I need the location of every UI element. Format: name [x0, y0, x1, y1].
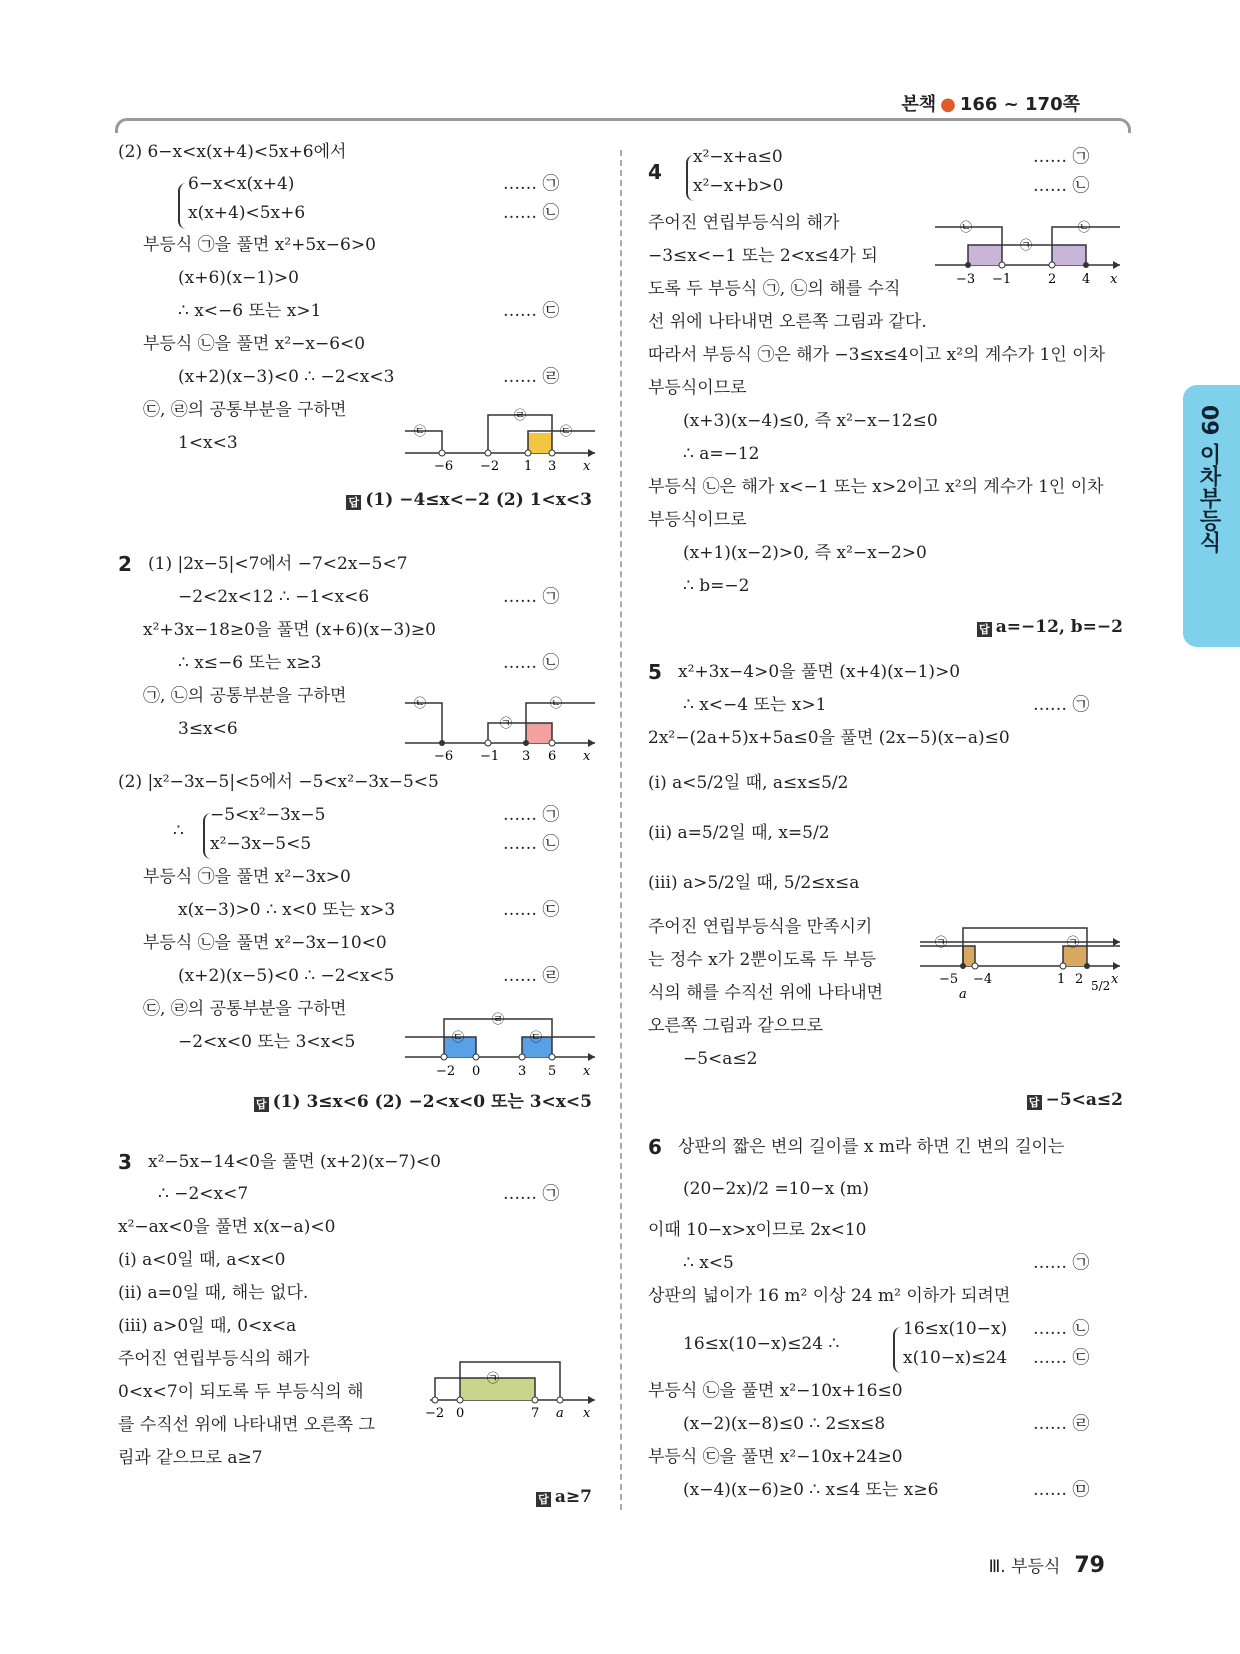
solution-line: …… ㉢ — [503, 900, 560, 920]
solution-line: (ⅰ) a<5/2일 때, a≤x≤5/2 — [648, 773, 849, 793]
tick-label: x — [583, 749, 591, 763]
solution-line: 상판의 짧은 변의 길이를 x m라 하면 긴 변의 길이는 — [678, 1137, 1065, 1157]
solution-line: (2) |x²−3x−5|<5에서 −5<x²−3x−5<5 — [118, 772, 439, 792]
solution-line: 이때 10−x>x이므로 2x<10 — [648, 1220, 867, 1240]
solution-line: −2<2x<12 ∴ −1<x<6 — [178, 587, 370, 607]
solution-line: (ⅲ) a>0일 때, 0<x<a — [118, 1316, 297, 1336]
solution-line: 부등식 ㉡은 해가 x<−1 또는 x>2이고 x²의 계수가 1인 이차 — [648, 477, 1104, 497]
section-label: Ⅲ. 부등식 — [988, 1557, 1061, 1577]
solution-line: 부등식 ㉢을 풀면 x²−10x+24≥0 — [648, 1447, 903, 1467]
solution-line: x²+3x−18≥0을 풀면 (x+6)(x−3)≥0 — [143, 620, 436, 640]
solution-line: …… ㉣ — [503, 966, 560, 986]
solution-line: …… ㉡ — [1033, 1319, 1090, 1339]
tick-label: 2 — [1075, 972, 1084, 987]
solution-line: x²−x+b>0 — [693, 176, 784, 196]
solution-line: x(x−3)>0 ∴ x<0 또는 x>3 — [178, 900, 396, 920]
solution-line: …… ㉢ — [503, 301, 560, 321]
region-label: ㉢ — [530, 1030, 543, 1044]
solution-line: ∴ — [173, 821, 184, 841]
solution-line: 오른쪽 그림과 같으므로 — [648, 1016, 824, 1036]
solution-line: …… ㉠ — [1033, 147, 1090, 167]
answer-mark-icon: 답 — [346, 495, 361, 510]
region-label: ㉡ — [414, 696, 427, 710]
solution-line: x²+3x−4>0을 풀면 (x+4)(x−1)>0 — [678, 662, 961, 682]
solution-line: x²−x+a≤0 — [693, 147, 783, 167]
solution-line: ∴ −2<x<7 — [158, 1184, 249, 1204]
brace — [686, 155, 694, 201]
tick-label: −6 — [434, 459, 454, 474]
solution-line: ∴ x<−4 또는 x>1 — [683, 695, 827, 715]
page-number: 79 — [1074, 1553, 1105, 1578]
answer-5 — [1027, 1090, 1123, 1110]
answer-4 — [977, 617, 1123, 637]
problem-number: 3 — [118, 1150, 132, 1174]
tick-label: 7 — [531, 1406, 540, 1421]
tick-label: 3 — [518, 1064, 527, 1079]
tick-label: x — [583, 459, 591, 474]
solution-line: …… ㉣ — [503, 367, 560, 387]
solution-line: (ⅱ) a=0일 때, 해는 없다. — [118, 1283, 309, 1303]
answer-2 — [254, 1087, 592, 1112]
tick-label: 6 — [548, 749, 557, 763]
number-line-d3 — [425, 1352, 600, 1422]
solution-line: …… ㉡ — [1033, 176, 1090, 196]
region-label: ㉠ — [935, 935, 948, 949]
solution-line: 주어진 연립부등식을 만족시키 — [648, 917, 873, 937]
tick-label: −5 — [939, 972, 959, 987]
solution-line: 선 위에 나타내면 오른쪽 그림과 같다. — [648, 312, 927, 332]
tick-label: −2 — [436, 1064, 456, 1079]
tick-label: 5/2 — [1091, 979, 1111, 993]
solution-line: x²−5x−14<0을 풀면 (x+2)(x−7)<0 — [148, 1152, 441, 1172]
solution-line: ㉢, ㉣의 공통부분을 구하면 — [143, 999, 347, 1019]
solution-line: 따라서 부등식 ㉠은 해가 −3≤x≤4이고 x²의 계수가 1인 이차 — [648, 345, 1105, 365]
tick-label: a — [959, 987, 967, 1002]
solution-line: 16≤x(10−x) — [903, 1319, 1008, 1339]
tick-label: −4 — [973, 972, 993, 987]
answer-mark-icon: 답 — [254, 1097, 269, 1112]
tick-label: −2 — [480, 459, 500, 474]
solution-line: 부등식 ㉡을 풀면 x²−10x+16≤0 — [648, 1381, 903, 1401]
solution-line: ㉠, ㉡의 공통부분을 구하면 — [143, 686, 347, 706]
problem-number: 4 — [648, 160, 662, 184]
answer-text: −5<a≤2 — [1045, 1090, 1123, 1110]
solution-line: −5<x²−3x−5 — [210, 805, 326, 825]
solution-line: 도록 두 부등식 ㉠, ㉡의 해를 수직 — [648, 279, 901, 299]
tick-label: 0 — [472, 1064, 481, 1079]
solution-line: (ⅰ) a<0일 때, a<x<0 — [118, 1250, 286, 1270]
answer-text: (1) 3≤x<6 (2) −2<x<0 또는 3<x<5 — [272, 1092, 592, 1112]
chapter-tab-label: 09 이차부등식 — [1196, 405, 1221, 554]
brace — [203, 813, 211, 859]
solution-line: 부등식이므로 — [648, 378, 747, 398]
solution-line: x²−3x−5<5 — [210, 834, 312, 854]
solution-line: (x+3)(x−4)≤0, 즉 x²−x−12≤0 — [683, 411, 938, 431]
solution-line: …… ㉠ — [503, 805, 560, 825]
book-label: 본책 — [901, 94, 937, 115]
solution-line: (x+2)(x−3)<0 ∴ −2<x<3 — [178, 367, 395, 387]
region-label: ㉡ — [550, 696, 563, 710]
solution-line: …… ㉠ — [1033, 695, 1090, 715]
solution-line: 를 수직선 위에 나타내면 오른쪽 그 — [118, 1415, 375, 1435]
problem-number: 5 — [648, 660, 662, 684]
page-footer — [989, 1552, 1105, 1578]
solution-line: ㉢, ㉣의 공통부분을 구하면 — [143, 400, 347, 420]
number-line-d4 — [930, 213, 1125, 288]
solution-line: …… ㉡ — [503, 203, 560, 223]
answer-text: (1) −4≤x<−2 (2) 1<x<3 — [365, 490, 592, 510]
solution-line: 주어진 연립부등식의 해가 — [118, 1349, 310, 1369]
solution-line: …… ㉣ — [1033, 1414, 1090, 1434]
solution-line: (x+6)(x−1)>0 — [178, 268, 299, 288]
column-divider — [620, 150, 622, 1510]
answer-mark-icon: 답 — [536, 1492, 551, 1507]
region-label: ㉠ — [1067, 935, 1080, 949]
solution-line: (ⅲ) a>5/2일 때, 5/2≤x≤a — [648, 873, 860, 893]
answer-mark-icon: 답 — [1027, 1095, 1042, 1110]
solution-line: …… ㉡ — [503, 653, 560, 673]
solution-line: 상판의 넓이가 16 m² 이상 24 m² 이하가 되려면 — [648, 1286, 1011, 1306]
brace — [893, 1327, 901, 1373]
solution-line: 3≤x<6 — [178, 719, 238, 739]
region-label: ㉠ — [1020, 238, 1033, 252]
region-label: ㉢ — [452, 1030, 465, 1044]
solution-line: 식의 해를 수직선 위에 나타내면 — [648, 983, 884, 1003]
tick-label: −3 — [956, 272, 976, 287]
solution-line: 는 정수 x가 2뿐이도록 두 부등 — [648, 950, 877, 970]
solution-line: −3≤x<−1 또는 2<x≤4가 되 — [648, 246, 878, 266]
region-label: ㉡ — [1078, 220, 1091, 234]
tick-label: −2 — [425, 1406, 445, 1421]
region-label: ㉡ — [960, 220, 973, 234]
solution-line: (20−2x)/2 =10−x (m) — [683, 1179, 869, 1199]
tick-label: −1 — [992, 272, 1012, 287]
tick-label: x — [583, 1406, 591, 1421]
tick-label: 1 — [524, 459, 533, 474]
number-line-d5 — [915, 918, 1125, 1008]
solution-line: …… ㉢ — [1033, 1348, 1090, 1368]
number-line-d2b — [400, 1007, 600, 1079]
solution-line: 부등식 ㉠을 풀면 x²−3x>0 — [143, 867, 351, 887]
solution-line: 림과 같으므로 a≥7 — [118, 1448, 263, 1468]
solution-line: …… ㉠ — [503, 587, 560, 607]
solution-line: 주어진 연립부등식의 해가 — [648, 213, 840, 233]
brace — [178, 183, 186, 229]
problem-number: 2 — [118, 552, 132, 576]
tick-label: 5 — [548, 1064, 557, 1079]
solution-line: (x−4)(x−6)≥0 ∴ x≤4 또는 x≥6 — [683, 1480, 939, 1500]
bullet-icon: ● — [940, 94, 956, 115]
solution-line: x²−ax<0을 풀면 x(x−a)<0 — [118, 1217, 336, 1237]
answer-mark-icon: 답 — [977, 622, 992, 637]
solution-line: ∴ b=−2 — [683, 576, 750, 596]
tick-label: a — [556, 1406, 564, 1421]
tick-label: 2 — [1048, 272, 1057, 287]
number-line-d1 — [400, 405, 600, 475]
solution-line: 부등식 ㉡을 풀면 x²−x−6<0 — [143, 334, 366, 354]
answer-1 — [346, 490, 592, 510]
region-label: ㉣ — [514, 408, 527, 422]
solution-line: 16≤x(10−x)≤24 ∴ — [683, 1334, 840, 1354]
solution-line: ∴ x≤−6 또는 x≥3 — [178, 653, 322, 673]
region-label: ㉢ — [414, 424, 427, 438]
tick-label: x — [1110, 272, 1118, 287]
number-line-d2a — [400, 693, 600, 763]
tick-label: −1 — [480, 749, 500, 763]
solution-line: …… ㉤ — [1033, 1480, 1090, 1500]
tick-label: 0 — [456, 1406, 465, 1421]
page-range: 166 ~ 170쪽 — [959, 94, 1080, 115]
tick-label: 4 — [1082, 272, 1091, 287]
region-label: ㉢ — [560, 424, 573, 438]
solution-line: (ⅱ) a=5/2일 때, x=5/2 — [648, 823, 830, 843]
solution-line: …… ㉠ — [503, 174, 560, 194]
solution-line: 부등식이므로 — [648, 510, 747, 530]
solution-line: 2x²−(2a+5)x+5a≤0을 풀면 (2x−5)(x−a)≤0 — [648, 728, 1010, 748]
region-label: ㉣ — [492, 1012, 505, 1026]
solution-line: (2) 6−x<x(x+4)<5x+6에서 — [118, 142, 347, 162]
solution-line: …… ㉠ — [1033, 1253, 1090, 1273]
tick-label: x — [1111, 972, 1119, 987]
solution-line: (x+2)(x−5)<0 ∴ −2<x<5 — [178, 966, 395, 986]
solution-line: −5<a≤2 — [683, 1049, 758, 1069]
tick-label: 3 — [548, 459, 557, 474]
solution-line: (x−2)(x−8)≤0 ∴ 2≤x≤8 — [683, 1414, 886, 1434]
solution-line: (x+1)(x−2)>0, 즉 x²−x−2>0 — [683, 543, 927, 563]
tick-label: 1 — [1057, 972, 1066, 987]
region-label: ㉠ — [500, 716, 513, 730]
answer-3 — [536, 1487, 592, 1507]
solution-line: 6−x<x(x+4) — [188, 174, 295, 194]
solution-line: −2<x<0 또는 3<x<5 — [178, 1032, 356, 1052]
solution-line: x(x+4)<5x+6 — [188, 203, 306, 223]
solution-line: …… ㉠ — [503, 1184, 560, 1204]
chapter-tab[interactable] — [1183, 385, 1240, 647]
solution-line: x(10−x)≤24 — [903, 1348, 1008, 1368]
answer-text: a≥7 — [554, 1487, 592, 1507]
solution-line: ∴ x<5 — [683, 1253, 734, 1273]
answer-text: a=−12, b=−2 — [995, 617, 1123, 637]
tick-label: −6 — [434, 749, 454, 763]
problem-number: 6 — [648, 1135, 662, 1159]
solution-line: ∴ x<−6 또는 x>1 — [178, 301, 322, 321]
solution-line: 1<x<3 — [178, 433, 238, 453]
solution-line: (1) |2x−5|<7에서 −7<2x−5<7 — [148, 554, 408, 574]
tick-label: x — [583, 1064, 591, 1079]
region-label: ㉠ — [487, 1371, 500, 1385]
tick-label: 3 — [522, 749, 531, 763]
solution-line: 부등식 ㉡을 풀면 x²−3x−10<0 — [143, 933, 387, 953]
solution-line: 0<x<7이 되도록 두 부등식의 해 — [118, 1382, 364, 1402]
solution-line: ∴ a=−12 — [683, 444, 760, 464]
solution-line: …… ㉡ — [503, 834, 560, 854]
solution-line: 부등식 ㉠을 풀면 x²+5x−6>0 — [143, 235, 376, 255]
